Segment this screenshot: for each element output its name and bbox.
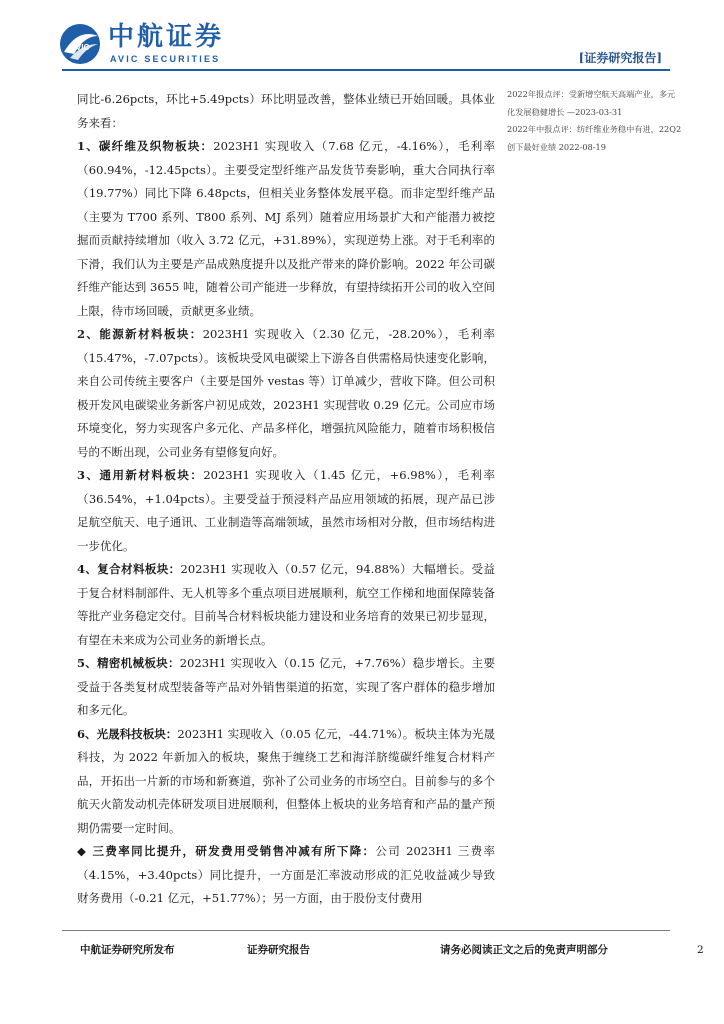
section-text: 2023H1 实现收入（0.15 亿元，+7.76%）稳步增长。主要受益于各类复材成型装备等产品对外销售渠道的拓宽，实现了客户群体的稳步增加和多元化。 [77,656,495,717]
section-precision-machinery [77,652,495,723]
section-expense-ratio [77,840,495,911]
header-divider [62,69,670,71]
svg-text:AVIC: AVIC [70,43,90,52]
section-text: 2023H1 实现收入（0.57 亿元，94.88%）大幅增长。受益于复合材料制部件、无人机等多个重点项目进展顺利，航空工作梯和地面保障装备等批产业务稳定交付。目前복合材料板块能力建设和业务培育的效果已初步显现，有望在未来成为公司业务的新增长点。 [77,562,495,647]
section-text: 2023H1 实现收入（0.05 亿元，-44.71%）。板块主体为光晟科技，为 2022 年新加入的板块，聚焦于缠绕工艺和海洋脐缆碳纤维复合材料产品，开拓出一片新的市场和新赛道，弥补了公司业务的市场空白。目前参与的多个航天火箭发动机壳体研发项目进展顺利，但整体上板块的业务培育和产品的量产预期仍需要一定时间。 [77,726,495,835]
section-heading: 4、复合材料板块： [77,562,181,576]
section-text: 2023H1 实现收入（1.45 亿元，+6.98%），毛利率（36.54%，+1.04pcts）。主要受益于预浸料产品应用领域的拓展，现产品已涉足航空航天、电子通讯、工业制造等高端领域，虽然市场相对分散，但市场结构进一步优化。 [77,468,495,553]
section-general-materials [77,464,495,558]
report-body [77,88,495,911]
logo-english-name: AVIC SECURITIES [110,54,221,64]
section-heading: 1、碳纤维及织物板块： [77,139,214,153]
related-reports-sidebar [507,86,693,156]
avic-logo-icon [58,22,102,66]
section-energy-materials [77,323,495,464]
section-heading: 2、能源新材料板块： [77,327,203,341]
section-text: 2023H1 实现收入（7.68 亿元，-4.16%），毛利率（60.94%，-12.45pcts）。主要受定型纤维产品发货节奏影响，重大合同执行率（19.77%）同比下降 6.48pcts，但相关业务整体发展平稳。而非定型纤维产品（主要为 T700 系列、T800 系列、MJ 系列）随着应用场景扩大和产能潜力被挖掘而贡献持续增加（收入 3.72 亿元，+31.89%），实现逆势上涨。对于毛利率的下滑，我们认为主要是产品成熟度提升以及批产带来的降价影响。2022 年公司碳纤维产能达到 3655 吨，随着公司产能进一步释放，有望持续拓开公司的收入空间上限，待市场回暖，贡献更多业绩。 [77,139,495,318]
related-report-line[interactable]: 2022年报点评：受新增空航天高端产业，多元 [507,89,676,99]
section-text: 公司 2023H1 三费率（4.15%，+3.40pcts）同比提升，一方面是汇率波动形成的汇兑收益减少导致财务费用（-0.21 亿元，+51.77%）；另一方面，由于股份支付费用 [77,844,495,905]
section-guangsheng-tech [77,723,495,841]
intro-paragraph: 同比-6.26pcts，环比+5.49pcts）环比明显改善，整体业绩已开始回暖。具体业务来看： [77,92,495,130]
section-heading: ◆ 三费率同比提升，研发费用受销售冲减有所下降： [77,844,376,858]
related-report-line[interactable]: 创下最好业绩 2022-08-19 [507,141,606,152]
report-type-tag: [证券研究报告] [578,51,662,65]
footer-divider [62,930,670,931]
footer-disclaimer-note: 请务必阅读正文之后的免责声明部分 [440,944,608,956]
related-report-line[interactable]: 化发展稳健增长 —2023-03-31 [507,106,623,117]
company-logo [58,22,248,66]
section-composites [77,558,495,652]
footer-report-type: 证券研究报告 [247,944,310,956]
section-carbon-fiber [77,135,495,323]
section-text: 2023H1 实现收入（2.30 亿元，-28.20%），毛利率（15.47%，-7.07pcts）。该板块受风电碳梁上下游各自供需格局快速变化影响，来自公司传统主要客户（主要是国外 vestas 等）订单减少，营收下降。但公司积极开发风电碳梁业务新客户初见成效，2023H1 实现营收 0.29 亿元。公司应市场环境变化，努力实现客户多元化、产品多样化，增强抗风险能力，随着市场积极信号的不断出现，公司业务有望修复向好。 [77,327,495,459]
page-number: 2 [697,944,704,956]
logo-chinese-name: 中航证券 [108,22,225,52]
section-heading: 5、精密机械板块： [77,656,180,670]
section-heading: 3、通用新材料板块： [77,468,204,482]
footer-publisher: 中航证券研究所发布 [80,944,175,956]
page-header [0,0,724,70]
section-heading: 6、光晟科技板块： [77,726,178,741]
related-report-line[interactable]: 2022年中报点评：纺纤维业务稳中有进，22Q2 [507,124,682,134]
